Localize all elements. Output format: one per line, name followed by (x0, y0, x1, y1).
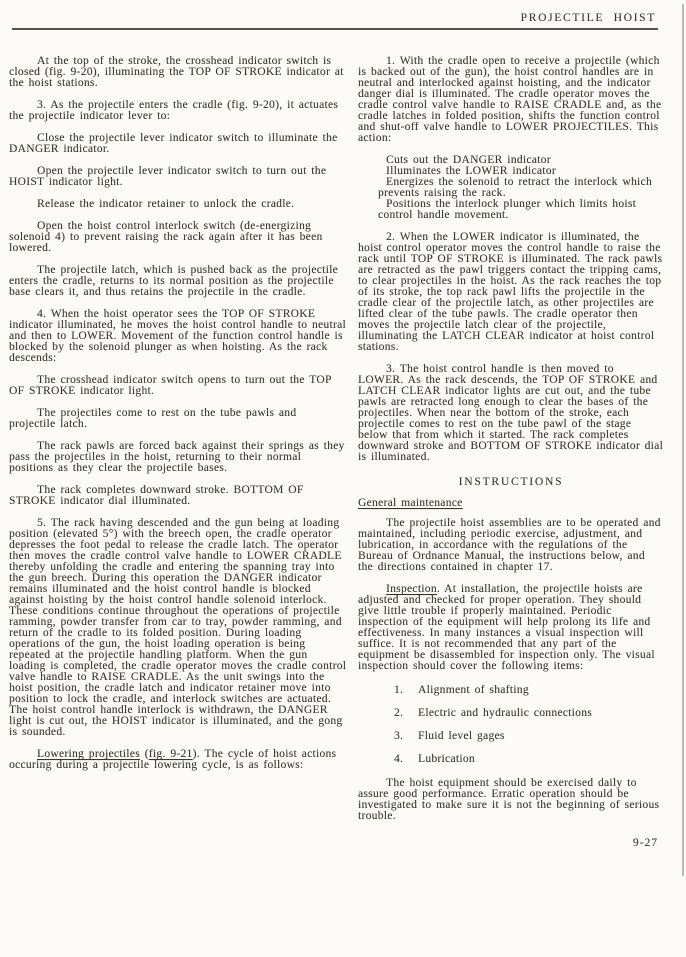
text-span: ( (139, 748, 149, 760)
list-item-number: 2. (394, 707, 404, 719)
general-maintenance-heading: General maintenance (358, 497, 463, 509)
paragraph: Open the hoist control interlock switch (de-energizing solenoid 4) to prevent raising the rack again after it has been lowered. (9, 220, 323, 254)
list-item-text: Fluid level gages (418, 730, 505, 742)
inspection-label: Inspection (386, 583, 437, 595)
paragraph: Release the indicator retainer to unlock the cradle. (37, 198, 295, 210)
list-item (394, 754, 664, 765)
list-item-number: 1. (394, 684, 404, 696)
paragraph: The projectile latch, which is pushed back as the projectile enters the cradle, returns to its normal position as the projectile base clears it, and thus retains the projectile in the cradle. (9, 264, 339, 298)
paragraph-step-3: 3. The hoist control handle is then moved to LOWER. As the rack descends, the TOP OF STROKE and LATCH CLEAR indicator lights are cut out, and the tube pawls are retracted long enough to clear the bases of the projectiles. When near the bottom of the stroke, each projectile comes to rest on the tube pawl of the stage below that from which it started. The rack completes downward stroke and BOTTOM OF STROKE indicator dial is illuminated. (358, 363, 664, 463)
paragraph: The rack completes downward stroke. BOTTOM OF STROKE indicator dial illuminated. (9, 484, 304, 507)
left-column (9, 56, 347, 782)
list-item-text: Electric and hydraulic connections (418, 707, 593, 719)
two-column-body (0, 30, 686, 849)
right-column (358, 56, 664, 849)
list-item-number: 4. (394, 753, 404, 765)
figure-reference: fig. 9-21 (148, 748, 193, 760)
list-item (394, 708, 664, 719)
list-item (394, 685, 664, 696)
text-span: . At installation, the projectile hoists are adjusted and checked for proper operation. They should give little trouble if properly maintained. Periodic inspection of the equipment will help prolong its life and effectiveness. In many instances a visual inspection will suffice. It is not recommended that any part of the equipment be disassembled for inspection only. The visual inspection should cover the following items: (358, 583, 655, 672)
paragraph: At the top of the stroke, the crosshead indicator switch is closed (fig. 9-20), illuminating the TOP OF STROKE indicator at the hoist stations. (9, 55, 344, 89)
paragraph: The projectile hoist assemblies are to be operated and maintained, including periodic exercise, adjustment, and lubrication, in accordance with the regulations of the Bureau of Ordnance Manual, the instructions below, and the directions contained in chapter 17. (358, 517, 661, 573)
paragraph-step-3: 3. As the projectile enters the cradle (fig. 9-20), it actuates the projectile indicator lever to: (9, 99, 339, 122)
page-number: 9-27 (632, 837, 658, 849)
list-item-text: Alignment of shafting (418, 684, 529, 696)
page-header (0, 0, 686, 30)
scan-edge-artifact (682, 4, 684, 876)
instructions-heading: INSTRUCTIONS (458, 476, 564, 488)
list-item (394, 731, 664, 742)
lowering-projectiles-label: Lowering projectiles (37, 748, 140, 760)
paragraph-step-1: 1. With the cradle open to receive a projectile (which is backed out of the gun), the hoist control handles are in neutral and interlocked against hoisting, and the indicator danger dial is illuminated. The cradle operator moves the cradle control valve handle to RAISE CRADLE and, as the cradle latches in folded position, shifts the function control and shut-off valve handle to LOWER PROJECTILES. This action: (358, 55, 662, 144)
running-head: PROJECTILE HOIST (520, 12, 656, 24)
list-item-text: Lubrication (418, 753, 475, 765)
paragraph: Close the projectile lever indicator switch to illuminate the DANGER indicator. (9, 132, 338, 155)
paragraph-step-4: 4. When the hoist operator sees the TOP OF STROKE indicator illuminated, he moves the hoist control handle to neutral and then to LOWER. Movement of the function control handle is blocked by the solenoid plunger as when hoisting. As the rack descends: (9, 308, 346, 364)
paragraph: Open the projectile lever indicator switch to turn out the HOIST indicator light. (9, 165, 327, 188)
paragraph-step-2: 2. When the LOWER indicator is illuminated, the hoist control operator moves the control handle to raise the rack until TOP OF STROKE is illuminated. The rack pawls are retracted as the pawl triggers contact the tripping cams, to clear projectiles in the hoist. As the rack reaches the top of its stroke, the top rack pawl lifts the projectile in the cradle clear of the projectile latch, as other projectiles are lifted clear of the tube pawls. The cradle operator then moves the projectile latch clear of the projectile, illuminating the LATCH CLEAR indicator at hoist control stations. (358, 231, 663, 353)
paragraph: The projectiles come to rest on the tube pawls and projectile latch. (9, 407, 297, 430)
action-item: Cuts out the DANGER indicator (386, 154, 551, 166)
paragraph: The rack pawls are forced back against their springs as they pass the projectiles in the hoist, returning to their normal positions as they clear the projectile bases. (9, 440, 345, 474)
list-item-number: 3. (394, 730, 404, 742)
paragraph: The crosshead indicator switch opens to turn out the TOP OF STROKE indicator light. (9, 374, 332, 397)
text-span: ). The cycle of hoist actions occuring during a projectile lowering cycle, is as follows: (9, 748, 337, 771)
paragraph: The hoist equipment should be exercised daily to assure good performance. Erratic operation should be investigated to make sure it is not the beginning of serious trouble. (358, 777, 660, 822)
inspection-checklist (358, 685, 664, 765)
action-item: Illuminates the LOWER indicator (386, 165, 556, 177)
paragraph-step-5: 5. The rack having descended and the gun being at loading position (elevated 5°) with the breech open, the cradle operator depresses the foot pedal to release the cradle latch. The operator then moves the cradle control valve handle to LOWER CRADLE thereby unfolding the cradle and entering the spanning tray into the gun breech. During this operation the DANGER indicator remains illuminated and the hoist control handle is blocked against hoisting by the hoist control handle solenoid interlock. These conditions continue throughout the operations of projectile ramming, powder transfer from car to tray, powder ramming, and return of the cradle to its folded position. During loading operations of the gun, the hoist loading operation is being repeated at the projectile handling platform. When the gun loading is completed, the cradle operator moves the cradle control valve handle to RAISE CRADLE. As the unit swings into the hoist position, the cradle latch and indicator retainer move into position to lock the cradle, and interlock switches are actuated. The hoist control handle interlock is withdrawn, the DANGER light is cut out, the HOIST indicator is illuminated, and the gong is sounded. (9, 517, 347, 738)
action-list (358, 155, 664, 221)
paragraph-lowering-projectiles (9, 749, 347, 771)
paragraph-inspection (358, 584, 664, 672)
action-item: Positions the interlock plunger which limits hoist control handle movement. (378, 198, 637, 221)
action-item: Energizes the solenoid to retract the interlock which prevents raising the rack. (378, 176, 653, 199)
